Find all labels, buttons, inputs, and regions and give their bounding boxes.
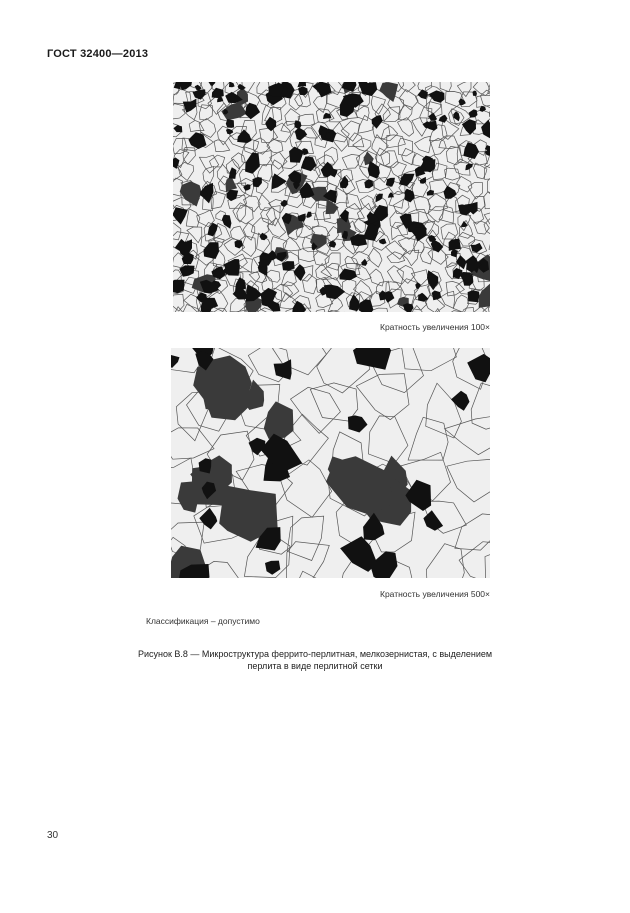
magnification-100-label: Кратность увеличения 100× xyxy=(380,322,490,332)
figure-caption-line-1: Рисунок В.8 — Микроструктура феррито-перлитная, мелкозернистая, с выделением xyxy=(137,649,493,659)
page-number: 30 xyxy=(47,830,59,841)
micrograph-500x-image xyxy=(171,348,490,578)
micrograph-100x-image xyxy=(173,82,490,312)
micrograph-500x xyxy=(171,348,490,578)
standard-code-header: ГОСТ 32400—2013 xyxy=(47,48,149,60)
microstructure-grain xyxy=(468,290,480,302)
microstructure-grain xyxy=(226,119,234,128)
micrograph-100x xyxy=(173,82,490,312)
microstructure-grain xyxy=(473,91,477,96)
classification-note: Классификация – допустимо xyxy=(146,616,260,626)
figure-caption-line-2: перлита в виде перлитной сетки xyxy=(247,661,383,671)
figure-caption xyxy=(100,648,530,672)
magnification-500-label: Кратность увеличения 500× xyxy=(380,589,490,599)
